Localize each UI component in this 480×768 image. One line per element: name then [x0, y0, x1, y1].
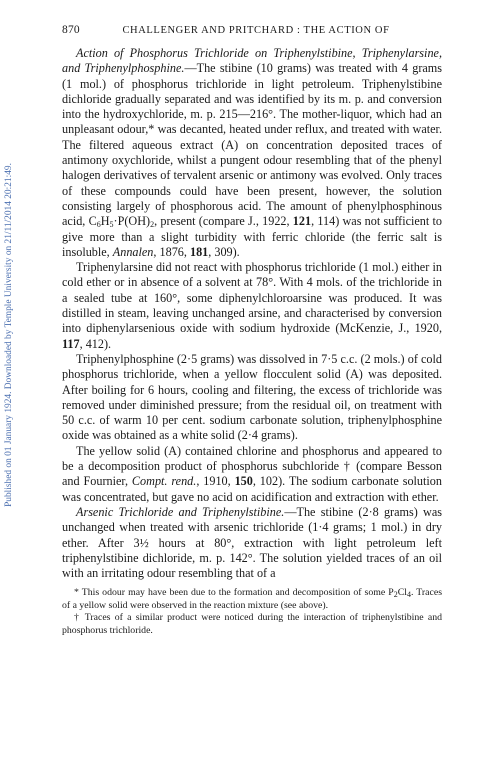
footnote-asterisk: * This odour may have been due to the formation and decomposition of some $P_2Cl_4$. Traces of a yellow solid were observed in the reaction mixture (see above).	[62, 587, 443, 611]
paragraph-triphenylphosphine: Triphenylphosphine (2·5 grams) was dissolved in 7·5 c.c. (2 mols.) of cold phosphorus trichloride, when a yellow flocculent solid (A) was deposited. After boiling for 6 hours, cooling and filtering, the excess of trichloride was removed under diminished pressure; from the residual oil, on treatment with 50 c.c. of warm 10 per cent. sodium carbonate solution, triphenylphosphine oxide was obtained as a white solid (2·4 grams).	[62, 351, 442, 443]
page-number: 870	[62, 24, 80, 36]
download-watermark	[2, 55, 16, 615]
article-body	[62, 46, 442, 581]
footnotes	[62, 587, 442, 637]
download-watermark-text: Published on 01 January 1924. Downloaded by Temple University on 21/11/2014 20:21:49.	[4, 163, 14, 507]
page-header	[62, 24, 442, 36]
journal-page	[62, 24, 442, 637]
paragraph-yellow-solid: The yellow solid (A) contained chlorine and phosphorus and appeared to be a decomposition product of phosphorus subchloride † (compare Besson and Fournier, Compt. rend., 1910, 150, 102). The sodium carbonate solution was concentrated, but gave no acid on acidification and extraction with ether.	[62, 443, 442, 504]
footnote-dagger: † Traces of a similar product were noticed during the interaction of triphenylstibine and phosphorus trichloride.	[62, 612, 442, 636]
section-heading-phosphorus-trichloride: Action of Phosphorus Trichloride on Triphenylstibine, Triphenylarsine, and Triphenylphosphine.	[62, 46, 442, 76]
paragraph-arsenic-trichloride: Arsenic Trichloride and Triphenylstibine.—The stibine (2·8 grams) was unchanged when treated with arsenic trichloride (1·4 grams; 1 mol.) in dry ether. After 3½ hours at 80°, extraction with light petroleum left triphenylstibine dichloride, m. p. 142°. The solution yielded traces of an oil with an irritating odour resembling that of a	[62, 504, 442, 581]
section-heading-arsenic-trichloride: Arsenic Trichloride and Triphenylstibine.	[76, 504, 285, 519]
paragraph-triphenylarsine: Triphenylarsine did not react with phosphorus trichloride (1 mol.) either in cold ether or in absence of a solvent at 78°. With 4 mols. of the trichloride in a sealed tube at 160°, some diphenylchloroarsine was produced. It was distilled in steam, leaving unchanged arsine, and characterised by conversion into diphenylarsenious oxide with sodium hydroxide (McKenzie, J., 1920, 117, 412).	[62, 260, 442, 351]
running-title: CHALLENGER AND PRITCHARD : THE ACTION OF	[122, 25, 390, 36]
paragraph-phosphorus-trichloride: Action of Phosphorus Trichloride on Triphenylstibine, Triphenylarsine, and Triphenylphosphine.—The stibine (10 grams) was treated with 4 grams (1 mol.) of phosphorus trichloride in light petroleum. Triphenylstibine dichloride gradually separated and was identified by its m. p. and conversion into the hydroxychloride, m. p. 215—216°. The mother-liquor, which had an unpleasant odour,* was decanted, heated under reflux, and treated with water. The filtered aqueous extract (A) on concentration deposited traces of antimony oxychloride, whilst a pungent odour resembling that of the phenyl halogen derivatives of tervalent arsenic or antimony was evolved. Only traces of these compounds could have been present, however, the solution consisting largely of phosphorous acid. The amount of phenylphosphinous acid, $C_6H_5\cdot P(OH)_2$, present (compare J., 1922, 121, 114) was not sufficient to give more than a slight turbidity with ferric chloride (the ferric salt is insoluble, Annalen, 1876, 181, 309).	[62, 46, 443, 259]
